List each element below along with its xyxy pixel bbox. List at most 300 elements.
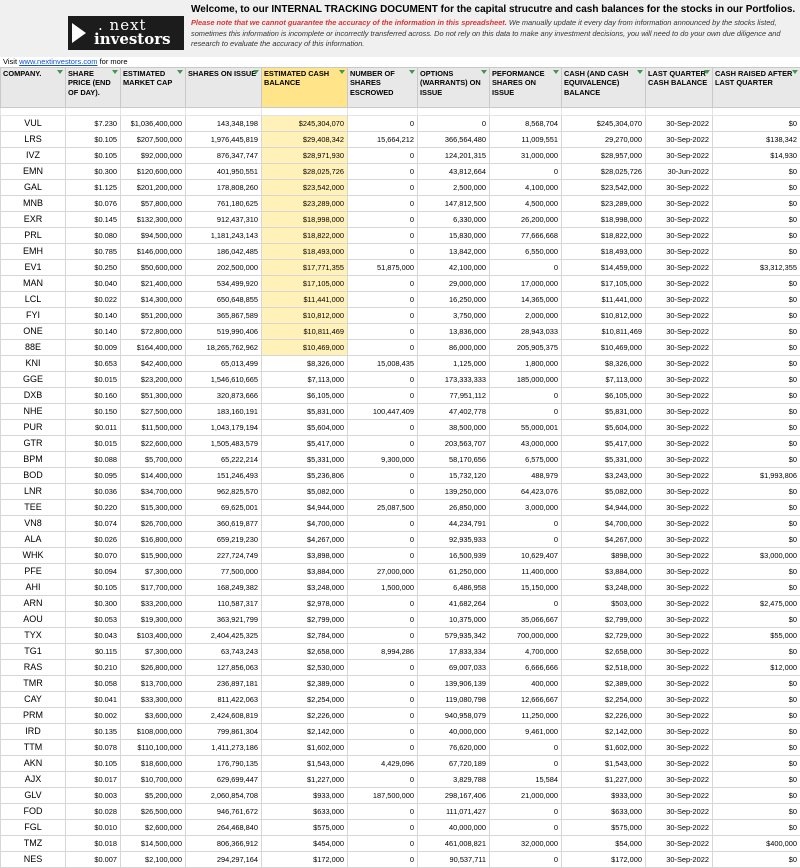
- data-cell[interactable]: 488,979: [490, 468, 562, 484]
- data-cell[interactable]: $0.015: [66, 372, 121, 388]
- data-cell[interactable]: 30-Sep-2022: [646, 244, 713, 260]
- data-cell[interactable]: 30-Sep-2022: [646, 212, 713, 228]
- data-cell[interactable]: 26,200,000: [490, 212, 562, 228]
- data-cell[interactable]: 4,429,096: [348, 756, 418, 772]
- empty-cell[interactable]: [490, 108, 562, 116]
- data-cell[interactable]: 186,042,485: [186, 244, 262, 260]
- ticker-cell[interactable]: GGE: [1, 372, 66, 388]
- data-cell[interactable]: 6,666,666: [490, 660, 562, 676]
- data-cell[interactable]: 40,000,000: [418, 820, 490, 836]
- data-cell[interactable]: 30-Sep-2022: [646, 132, 713, 148]
- ticker-cell[interactable]: BOD: [1, 468, 66, 484]
- data-cell[interactable]: 41,682,264: [418, 596, 490, 612]
- data-cell[interactable]: $18,998,000: [562, 212, 646, 228]
- data-cell[interactable]: 10,375,000: [418, 612, 490, 628]
- data-cell[interactable]: $14,930: [713, 148, 800, 164]
- data-cell[interactable]: 77,500,000: [186, 564, 262, 580]
- data-cell[interactable]: 0: [348, 516, 418, 532]
- data-cell[interactable]: 173,333,333: [418, 372, 490, 388]
- data-cell[interactable]: 64,423,076: [490, 484, 562, 500]
- data-cell[interactable]: $3,248,000: [562, 580, 646, 596]
- data-cell[interactable]: $3,000,000: [713, 548, 800, 564]
- data-cell[interactable]: $50,600,000: [121, 260, 186, 276]
- data-cell[interactable]: $0: [713, 708, 800, 724]
- ticker-cell[interactable]: TMZ: [1, 836, 66, 852]
- ticker-cell[interactable]: TEE: [1, 500, 66, 516]
- data-cell[interactable]: 30-Jun-2022: [646, 164, 713, 180]
- data-cell[interactable]: 21,000,000: [490, 788, 562, 804]
- data-cell[interactable]: $16,800,000: [121, 532, 186, 548]
- data-cell[interactable]: 12,666,667: [490, 692, 562, 708]
- ticker-cell[interactable]: KNI: [1, 356, 66, 372]
- ticker-cell[interactable]: RAS: [1, 660, 66, 676]
- ticker-cell[interactable]: VN8: [1, 516, 66, 532]
- data-cell[interactable]: $0: [713, 852, 800, 868]
- data-cell[interactable]: $0: [713, 340, 800, 356]
- ticker-cell[interactable]: NHE: [1, 404, 66, 420]
- data-cell[interactable]: $10,812,000: [262, 308, 348, 324]
- data-cell[interactable]: $0.010: [66, 820, 121, 836]
- column-header[interactable]: [646, 68, 713, 108]
- data-cell[interactable]: $1,993,806: [713, 468, 800, 484]
- ticker-cell[interactable]: ALA: [1, 532, 66, 548]
- data-cell[interactable]: 29,000,000: [418, 276, 490, 292]
- column-header[interactable]: [562, 68, 646, 108]
- data-cell[interactable]: 30-Sep-2022: [646, 724, 713, 740]
- data-cell[interactable]: 15,830,000: [418, 228, 490, 244]
- data-cell[interactable]: $0.210: [66, 660, 121, 676]
- data-cell[interactable]: 124,201,315: [418, 148, 490, 164]
- data-cell[interactable]: 0: [348, 228, 418, 244]
- data-cell[interactable]: 92,935,933: [418, 532, 490, 548]
- data-cell[interactable]: 0: [348, 468, 418, 484]
- data-cell[interactable]: $0: [713, 724, 800, 740]
- ticker-cell[interactable]: ONE: [1, 324, 66, 340]
- data-cell[interactable]: 32,000,000: [490, 836, 562, 852]
- data-cell[interactable]: $54,000: [562, 836, 646, 852]
- data-cell[interactable]: $0.094: [66, 564, 121, 580]
- data-cell[interactable]: $1,227,000: [562, 772, 646, 788]
- data-cell[interactable]: 30-Sep-2022: [646, 788, 713, 804]
- ticker-cell[interactable]: NES: [1, 852, 66, 868]
- data-cell[interactable]: 65,013,499: [186, 356, 262, 372]
- data-cell[interactable]: 30-Sep-2022: [646, 836, 713, 852]
- data-cell[interactable]: $28,957,000: [562, 148, 646, 164]
- data-cell[interactable]: 15,150,000: [490, 580, 562, 596]
- empty-cell[interactable]: [646, 108, 713, 116]
- data-cell[interactable]: $0: [713, 212, 800, 228]
- data-cell[interactable]: $11,500,000: [121, 420, 186, 436]
- data-cell[interactable]: $21,400,000: [121, 276, 186, 292]
- data-cell[interactable]: 30-Sep-2022: [646, 484, 713, 500]
- empty-cell[interactable]: [66, 108, 121, 116]
- data-cell[interactable]: $2,226,000: [562, 708, 646, 724]
- data-cell[interactable]: 400,000: [490, 676, 562, 692]
- data-cell[interactable]: $207,500,000: [121, 132, 186, 148]
- data-cell[interactable]: 65,222,214: [186, 452, 262, 468]
- data-cell[interactable]: $0: [713, 228, 800, 244]
- data-cell[interactable]: $933,000: [562, 788, 646, 804]
- data-cell[interactable]: $0.653: [66, 356, 121, 372]
- data-cell[interactable]: $0.220: [66, 500, 121, 516]
- data-cell[interactable]: 30-Sep-2022: [646, 500, 713, 516]
- data-cell[interactable]: $23,542,000: [562, 180, 646, 196]
- data-cell[interactable]: 38,500,000: [418, 420, 490, 436]
- data-cell[interactable]: $23,542,000: [262, 180, 348, 196]
- data-cell[interactable]: $10,812,000: [562, 308, 646, 324]
- data-cell[interactable]: 0: [348, 820, 418, 836]
- data-cell[interactable]: $4,700,000: [562, 516, 646, 532]
- data-cell[interactable]: 461,008,821: [418, 836, 490, 852]
- ticker-cell[interactable]: GTR: [1, 436, 66, 452]
- data-cell[interactable]: 30-Sep-2022: [646, 452, 713, 468]
- data-cell[interactable]: 10,629,407: [490, 548, 562, 564]
- data-cell[interactable]: $0.080: [66, 228, 121, 244]
- data-cell[interactable]: 0: [348, 420, 418, 436]
- data-cell[interactable]: 43,812,664: [418, 164, 490, 180]
- data-cell[interactable]: 139,250,000: [418, 484, 490, 500]
- data-cell[interactable]: 534,499,920: [186, 276, 262, 292]
- data-cell[interactable]: $94,500,000: [121, 228, 186, 244]
- data-cell[interactable]: 35,066,667: [490, 612, 562, 628]
- data-cell[interactable]: 0: [348, 836, 418, 852]
- data-cell[interactable]: 946,761,672: [186, 804, 262, 820]
- data-cell[interactable]: 363,921,799: [186, 612, 262, 628]
- data-cell[interactable]: $5,200,000: [121, 788, 186, 804]
- data-cell[interactable]: $17,105,000: [562, 276, 646, 292]
- data-cell[interactable]: 111,071,427: [418, 804, 490, 820]
- data-cell[interactable]: 0: [348, 772, 418, 788]
- data-cell[interactable]: $7,113,000: [262, 372, 348, 388]
- data-cell[interactable]: $0: [713, 404, 800, 420]
- data-cell[interactable]: 294,297,164: [186, 852, 262, 868]
- ticker-cell[interactable]: AOU: [1, 612, 66, 628]
- data-cell[interactable]: $245,304,070: [262, 116, 348, 132]
- data-cell[interactable]: 0: [348, 308, 418, 324]
- data-cell[interactable]: 203,563,707: [418, 436, 490, 452]
- data-cell[interactable]: 0: [348, 692, 418, 708]
- data-cell[interactable]: $2,142,000: [562, 724, 646, 740]
- column-header[interactable]: [348, 68, 418, 108]
- ticker-cell[interactable]: GAL: [1, 180, 66, 196]
- data-cell[interactable]: 26,850,000: [418, 500, 490, 516]
- data-cell[interactable]: $1,036,400,000: [121, 116, 186, 132]
- data-cell[interactable]: 0: [490, 756, 562, 772]
- data-cell[interactable]: 360,619,877: [186, 516, 262, 532]
- data-cell[interactable]: $13,700,000: [121, 676, 186, 692]
- data-cell[interactable]: $0.105: [66, 132, 121, 148]
- data-cell[interactable]: $108,000,000: [121, 724, 186, 740]
- data-cell[interactable]: $146,000,000: [121, 244, 186, 260]
- data-cell[interactable]: 0: [490, 852, 562, 868]
- data-cell[interactable]: 650,648,855: [186, 292, 262, 308]
- data-cell[interactable]: $1,602,000: [262, 740, 348, 756]
- data-cell[interactable]: 0: [490, 516, 562, 532]
- ticker-cell[interactable]: EV1: [1, 260, 66, 276]
- data-cell[interactable]: $0.017: [66, 772, 121, 788]
- data-cell[interactable]: $0: [713, 180, 800, 196]
- data-cell[interactable]: 17,000,000: [490, 276, 562, 292]
- data-cell[interactable]: $5,082,000: [262, 484, 348, 500]
- data-cell[interactable]: $0.015: [66, 436, 121, 452]
- filter-icon[interactable]: [704, 70, 710, 74]
- data-cell[interactable]: $17,700,000: [121, 580, 186, 596]
- data-cell[interactable]: 43,000,000: [490, 436, 562, 452]
- data-cell[interactable]: $33,300,000: [121, 692, 186, 708]
- data-cell[interactable]: 44,234,791: [418, 516, 490, 532]
- data-cell[interactable]: $1.125: [66, 180, 121, 196]
- data-cell[interactable]: 30-Sep-2022: [646, 772, 713, 788]
- data-cell[interactable]: $14,459,000: [562, 260, 646, 276]
- data-cell[interactable]: $0.150: [66, 404, 121, 420]
- data-cell[interactable]: $2,784,000: [262, 628, 348, 644]
- data-cell[interactable]: 42,100,000: [418, 260, 490, 276]
- data-cell[interactable]: $23,289,000: [262, 196, 348, 212]
- data-cell[interactable]: 15,008,435: [348, 356, 418, 372]
- data-cell[interactable]: 876,347,747: [186, 148, 262, 164]
- data-cell[interactable]: 0: [348, 116, 418, 132]
- data-cell[interactable]: 139,906,139: [418, 676, 490, 692]
- data-cell[interactable]: $5,331,000: [562, 452, 646, 468]
- data-cell[interactable]: $3,243,000: [562, 468, 646, 484]
- data-cell[interactable]: $400,000: [713, 836, 800, 852]
- data-cell[interactable]: 0: [348, 532, 418, 548]
- data-cell[interactable]: $454,000: [262, 836, 348, 852]
- data-cell[interactable]: $1,543,000: [562, 756, 646, 772]
- data-cell[interactable]: $575,000: [562, 820, 646, 836]
- data-cell[interactable]: $19,300,000: [121, 612, 186, 628]
- data-cell[interactable]: $0.088: [66, 452, 121, 468]
- data-cell[interactable]: $4,700,000: [262, 516, 348, 532]
- data-cell[interactable]: 0: [490, 404, 562, 420]
- empty-cell[interactable]: [262, 108, 348, 116]
- data-cell[interactable]: 401,950,551: [186, 164, 262, 180]
- data-cell[interactable]: $3,884,000: [562, 564, 646, 580]
- data-cell[interactable]: $0: [713, 692, 800, 708]
- data-cell[interactable]: $4,267,000: [262, 532, 348, 548]
- data-cell[interactable]: 25,087,500: [348, 500, 418, 516]
- data-cell[interactable]: $0.095: [66, 468, 121, 484]
- data-cell[interactable]: 51,875,000: [348, 260, 418, 276]
- data-cell[interactable]: 202,500,000: [186, 260, 262, 276]
- ticker-cell[interactable]: AHI: [1, 580, 66, 596]
- data-cell[interactable]: $0: [713, 804, 800, 820]
- data-cell[interactable]: $0.115: [66, 644, 121, 660]
- data-cell[interactable]: $11,441,000: [262, 292, 348, 308]
- data-cell[interactable]: 30-Sep-2022: [646, 660, 713, 676]
- data-cell[interactable]: 0: [348, 292, 418, 308]
- data-cell[interactable]: $0: [713, 516, 800, 532]
- data-cell[interactable]: $0.022: [66, 292, 121, 308]
- data-cell[interactable]: 30-Sep-2022: [646, 308, 713, 324]
- data-cell[interactable]: 28,943,033: [490, 324, 562, 340]
- filter-icon[interactable]: [57, 70, 63, 74]
- data-cell[interactable]: $0.009: [66, 340, 121, 356]
- data-cell[interactable]: $0.078: [66, 740, 121, 756]
- data-cell[interactable]: 962,825,570: [186, 484, 262, 500]
- data-cell[interactable]: 320,873,666: [186, 388, 262, 404]
- filter-icon[interactable]: [253, 70, 259, 74]
- data-cell[interactable]: 27,000,000: [348, 564, 418, 580]
- data-cell[interactable]: 0: [348, 548, 418, 564]
- data-cell[interactable]: 100,447,409: [348, 404, 418, 420]
- data-cell[interactable]: $33,200,000: [121, 596, 186, 612]
- data-cell[interactable]: 13,836,000: [418, 324, 490, 340]
- ticker-cell[interactable]: PFE: [1, 564, 66, 580]
- data-cell[interactable]: 366,564,480: [418, 132, 490, 148]
- data-cell[interactable]: 6,330,000: [418, 212, 490, 228]
- data-cell[interactable]: $0.028: [66, 804, 121, 820]
- data-cell[interactable]: $0: [713, 452, 800, 468]
- data-cell[interactable]: 30-Sep-2022: [646, 276, 713, 292]
- ticker-cell[interactable]: PUR: [1, 420, 66, 436]
- data-cell[interactable]: 30-Sep-2022: [646, 596, 713, 612]
- data-cell[interactable]: $0.135: [66, 724, 121, 740]
- data-cell[interactable]: 30-Sep-2022: [646, 612, 713, 628]
- data-cell[interactable]: $0.053: [66, 612, 121, 628]
- ticker-cell[interactable]: EMH: [1, 244, 66, 260]
- ticker-cell[interactable]: TMR: [1, 676, 66, 692]
- data-cell[interactable]: 1,043,179,194: [186, 420, 262, 436]
- data-cell[interactable]: 30-Sep-2022: [646, 260, 713, 276]
- data-cell[interactable]: $575,000: [262, 820, 348, 836]
- data-cell[interactable]: $2,518,000: [562, 660, 646, 676]
- data-cell[interactable]: 30-Sep-2022: [646, 292, 713, 308]
- data-cell[interactable]: $0.007: [66, 852, 121, 868]
- data-cell[interactable]: $15,300,000: [121, 500, 186, 516]
- data-cell[interactable]: $138,342: [713, 132, 800, 148]
- data-cell[interactable]: 30-Sep-2022: [646, 372, 713, 388]
- data-cell[interactable]: $1,543,000: [262, 756, 348, 772]
- data-cell[interactable]: 119,080,798: [418, 692, 490, 708]
- data-cell[interactable]: $0.040: [66, 276, 121, 292]
- data-cell[interactable]: $2,226,000: [262, 708, 348, 724]
- data-cell[interactable]: $2,658,000: [562, 644, 646, 660]
- data-cell[interactable]: 30-Sep-2022: [646, 436, 713, 452]
- data-cell[interactable]: 176,790,135: [186, 756, 262, 772]
- data-cell[interactable]: 16,250,000: [418, 292, 490, 308]
- data-cell[interactable]: 178,808,260: [186, 180, 262, 196]
- filter-icon[interactable]: [792, 70, 798, 74]
- data-cell[interactable]: 0: [490, 164, 562, 180]
- data-cell[interactable]: $5,331,000: [262, 452, 348, 468]
- data-cell[interactable]: $92,000,000: [121, 148, 186, 164]
- data-cell[interactable]: 0: [348, 660, 418, 676]
- data-cell[interactable]: $132,300,000: [121, 212, 186, 228]
- data-cell[interactable]: $103,400,000: [121, 628, 186, 644]
- data-cell[interactable]: $503,000: [562, 596, 646, 612]
- data-cell[interactable]: $5,417,000: [262, 436, 348, 452]
- data-cell[interactable]: $0: [713, 196, 800, 212]
- data-cell[interactable]: 0: [490, 804, 562, 820]
- data-cell[interactable]: 69,625,001: [186, 500, 262, 516]
- data-cell[interactable]: $0.003: [66, 788, 121, 804]
- data-cell[interactable]: 236,897,181: [186, 676, 262, 692]
- data-cell[interactable]: $0.074: [66, 516, 121, 532]
- ticker-cell[interactable]: TYX: [1, 628, 66, 644]
- data-cell[interactable]: $2,799,000: [262, 612, 348, 628]
- data-cell[interactable]: 0: [348, 436, 418, 452]
- data-cell[interactable]: $28,971,930: [262, 148, 348, 164]
- data-cell[interactable]: 30-Sep-2022: [646, 180, 713, 196]
- data-cell[interactable]: $0.070: [66, 548, 121, 564]
- data-cell[interactable]: 8,994,286: [348, 644, 418, 660]
- ticker-cell[interactable]: IRD: [1, 724, 66, 740]
- data-cell[interactable]: 16,500,939: [418, 548, 490, 564]
- data-cell[interactable]: 6,550,000: [490, 244, 562, 260]
- data-cell[interactable]: $34,700,000: [121, 484, 186, 500]
- data-cell[interactable]: 4,700,000: [490, 644, 562, 660]
- data-cell[interactable]: $4,267,000: [562, 532, 646, 548]
- data-cell[interactable]: 0: [348, 276, 418, 292]
- data-cell[interactable]: $0: [713, 532, 800, 548]
- data-cell[interactable]: $51,300,000: [121, 388, 186, 404]
- data-cell[interactable]: 151,246,493: [186, 468, 262, 484]
- data-cell[interactable]: 0: [348, 628, 418, 644]
- data-cell[interactable]: $3,884,000: [262, 564, 348, 580]
- data-cell[interactable]: 0: [348, 196, 418, 212]
- data-cell[interactable]: $26,800,000: [121, 660, 186, 676]
- data-cell[interactable]: 11,400,000: [490, 564, 562, 580]
- data-cell[interactable]: 2,424,608,819: [186, 708, 262, 724]
- data-cell[interactable]: 0: [348, 212, 418, 228]
- data-cell[interactable]: $0.105: [66, 756, 121, 772]
- ticker-cell[interactable]: FGL: [1, 820, 66, 836]
- empty-cell[interactable]: [186, 108, 262, 116]
- data-cell[interactable]: $7,300,000: [121, 644, 186, 660]
- data-cell[interactable]: 29,270,000: [562, 132, 646, 148]
- data-cell[interactable]: 3,000,000: [490, 500, 562, 516]
- data-cell[interactable]: 0: [348, 724, 418, 740]
- data-cell[interactable]: $2,389,000: [262, 676, 348, 692]
- data-cell[interactable]: $51,200,000: [121, 308, 186, 324]
- data-cell[interactable]: $10,811,469: [562, 324, 646, 340]
- data-cell[interactable]: 6,575,000: [490, 452, 562, 468]
- data-cell[interactable]: $0.002: [66, 708, 121, 724]
- data-cell[interactable]: $17,771,355: [262, 260, 348, 276]
- data-cell[interactable]: 0: [348, 244, 418, 260]
- data-cell[interactable]: 9,461,000: [490, 724, 562, 740]
- data-cell[interactable]: 14,365,000: [490, 292, 562, 308]
- data-cell[interactable]: $14,500,000: [121, 836, 186, 852]
- data-cell[interactable]: $2,978,000: [262, 596, 348, 612]
- data-cell[interactable]: $0: [713, 612, 800, 628]
- data-cell[interactable]: $0.058: [66, 676, 121, 692]
- data-cell[interactable]: $120,600,000: [121, 164, 186, 180]
- ticker-cell[interactable]: EXR: [1, 212, 66, 228]
- data-cell[interactable]: 2,000,000: [490, 308, 562, 324]
- data-cell[interactable]: 77,951,112: [418, 388, 490, 404]
- data-cell[interactable]: 61,250,000: [418, 564, 490, 580]
- data-cell[interactable]: $0: [713, 436, 800, 452]
- data-cell[interactable]: 30-Sep-2022: [646, 628, 713, 644]
- ticker-cell[interactable]: WHK: [1, 548, 66, 564]
- column-header[interactable]: [262, 68, 348, 108]
- data-cell[interactable]: $4,944,000: [262, 500, 348, 516]
- data-cell[interactable]: $0: [713, 500, 800, 516]
- data-cell[interactable]: 0: [348, 180, 418, 196]
- data-cell[interactable]: $0: [713, 484, 800, 500]
- website-link[interactable]: www.nextinvestors.com: [19, 57, 97, 66]
- data-cell[interactable]: 55,000,001: [490, 420, 562, 436]
- ticker-cell[interactable]: DXB: [1, 388, 66, 404]
- data-cell[interactable]: 659,219,230: [186, 532, 262, 548]
- filter-icon[interactable]: [481, 70, 487, 74]
- data-cell[interactable]: $201,200,000: [121, 180, 186, 196]
- data-cell[interactable]: 30-Sep-2022: [646, 196, 713, 212]
- data-cell[interactable]: $0.785: [66, 244, 121, 260]
- data-cell[interactable]: $3,898,000: [262, 548, 348, 564]
